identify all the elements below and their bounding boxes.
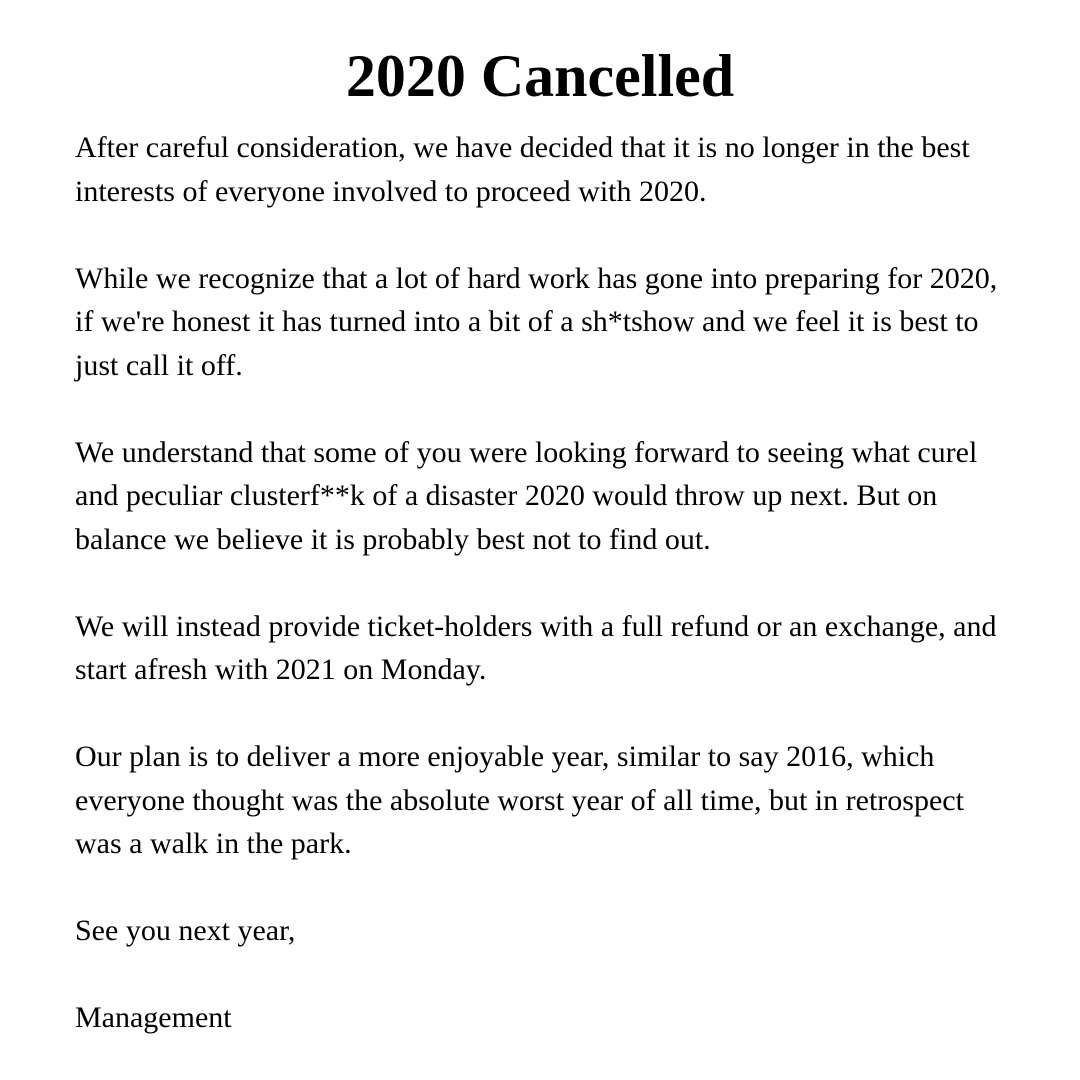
signature: Management	[75, 1001, 232, 1034]
paragraph-refund: We will instead provide ticket-holders with a full refund or an exchange, and start afresh with 2021 on Monday.	[75, 609, 997, 686]
sign-off: See you next year,	[75, 914, 296, 947]
paragraph-plan: Our plan is to deliver a more enjoyable year, similar to say 2016, which everyone thought was the absolute worst year of all time, but in retrospect was a walk in the park.	[75, 740, 964, 860]
paragraph-intro: After careful consideration, we have decided that it is no longer in the best interests of everyone involved to proceed with 2020.	[75, 131, 970, 208]
paragraph-reason: While we recognize that a lot of hard work has gone into preparing for 2020, if we're honest it has turned into a bit of a sh*tshow and we feel it is best to just call it off.	[75, 261, 998, 382]
paragraph-understanding: We understand that some of you were looking forward to seeing what curel and peculiar clusterf**k of a disaster 2020 would throw up next. But on balance we believe it is probably best not to find out.	[75, 435, 978, 556]
announcement-document	[75, 40, 1015, 1040]
page-title: 2020 Cancelled	[345, 43, 735, 109]
